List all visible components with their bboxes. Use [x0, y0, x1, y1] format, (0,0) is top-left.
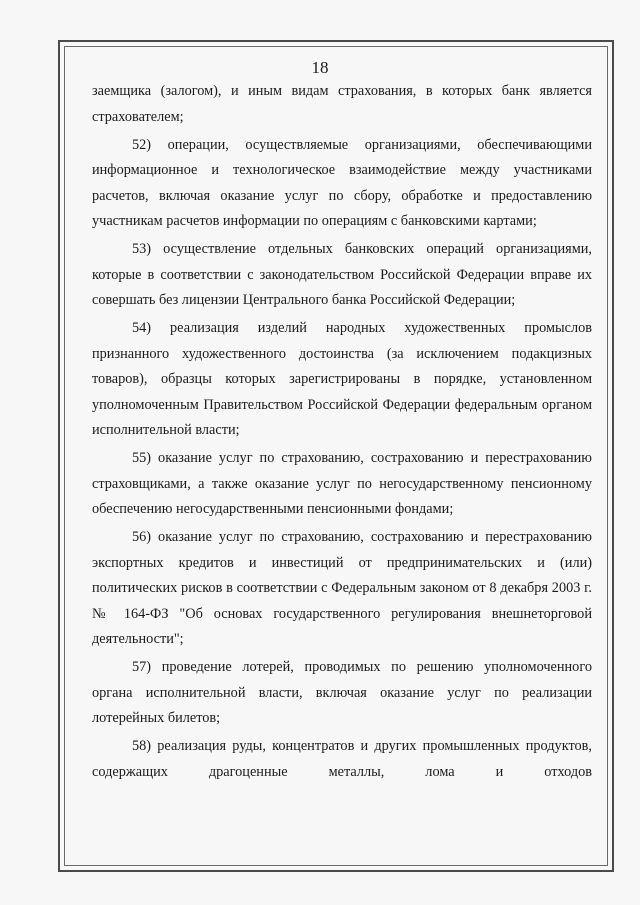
paragraph-continuation: заемщика (залогом), и иным видам страхования, в которых банк является страхователем; — [92, 83, 592, 125]
paragraph-item-58: 58) реализация руды, концентратов и других промышленных продуктов, содержащих драгоценные металлы, лома и отходов — [92, 738, 592, 780]
paragraph-item-57: 57) проведение лотерей, проводимых по решению уполномоченного органа исполнительной власти, включая оказание услуг по реализации лотерейных билетов; — [92, 659, 592, 726]
document-body — [92, 79, 592, 788]
page-number: 18 — [311, 58, 329, 77]
paragraph-item-52: 52) операции, осуществляемые организациями, обеспечивающими информационное и технологическое взаимодействие между участниками расчетов, включая оказание услуг по сбору, обработке и предоставлению участникам расчетов информации по операциям с банковскими картами; — [92, 136, 592, 229]
paragraph-item-55: 55) оказание услуг по страхованию, сострахованию и перестрахованию страховщиками, а также оказание услуг по негосударственному пенсионному обеспечению негосударственными пенсионными фондами; — [92, 450, 592, 517]
paragraph-item-56: 56) оказание услуг по страхованию, сострахованию и перестрахованию экспортных кредитов и инвестиций от предпринимательских и (или) политических рисков в соответствии с Федеральным законом от 8 декабря 2003 г. № 164-ФЗ "Об основах государственного регулирования внешнеторговой деятельности"; — [92, 529, 592, 647]
paragraph-item-53: 53) осуществление отдельных банковских операций организациями, которые в соответствии с законодательством Российской Федерации вправе их совершать без лицензии Центрального банка Российской Федерации; — [92, 241, 592, 308]
paragraph-item-54: 54) реализация изделий народных художественных промыслов признанного художественного достоинства (за исключением подакцизных товаров), образцы которых зарегистрированы в порядке, установленном уполномоченным Правительством Российской Федерации федеральным органом исполнительной власти; — [92, 320, 592, 438]
